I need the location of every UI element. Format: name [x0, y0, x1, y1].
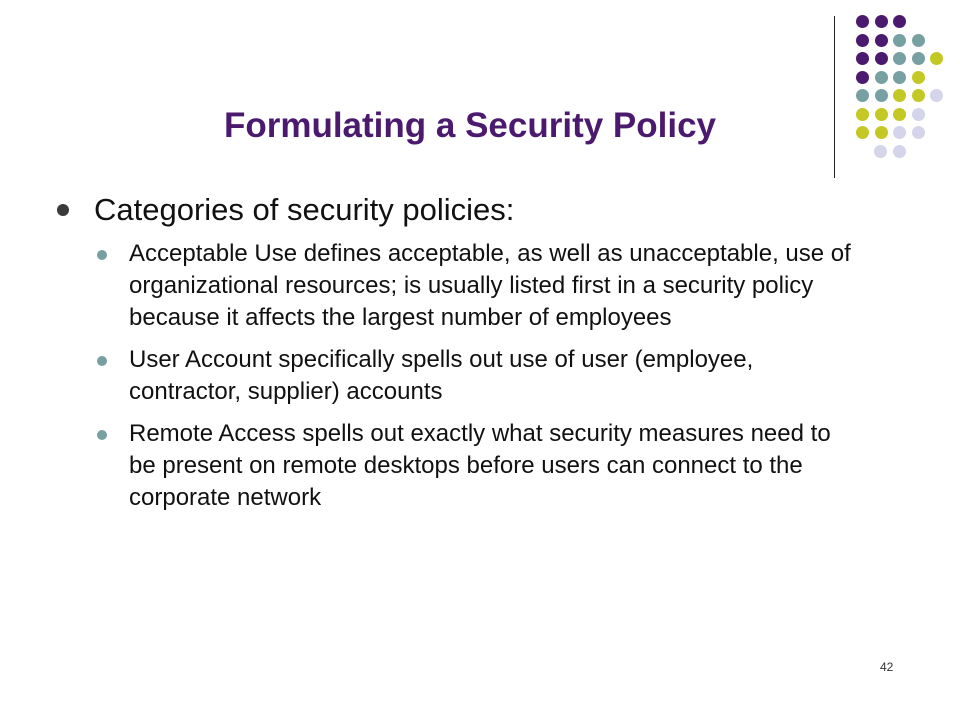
decorative-dot [856, 89, 869, 102]
sub-bullet-remote-access [94, 418, 859, 514]
decorative-dot [912, 34, 925, 47]
decorative-dot [856, 34, 869, 47]
decorative-dot [930, 52, 943, 65]
decorative-dot [893, 126, 906, 139]
sub-bullet-user-account [94, 344, 859, 408]
sub-bullet-text: User Account specifically spells out use of user (employee, contractor, supplier) accounts [129, 346, 754, 405]
decorative-dot [875, 126, 888, 139]
decorative-dot [912, 52, 925, 65]
decorative-dot [930, 89, 943, 102]
decorative-dot-grid [0, 0, 960, 180]
bullet-categories [54, 188, 854, 232]
decorative-dot [856, 15, 869, 28]
sub-bullet-dot-icon [97, 356, 107, 366]
page-number: 42 [880, 660, 894, 674]
decorative-dot [912, 71, 925, 84]
decorative-dot [856, 126, 869, 139]
decorative-dot [893, 15, 906, 28]
decorative-dot [875, 108, 888, 121]
decorative-dot [856, 108, 869, 121]
decorative-dot [893, 34, 906, 47]
sub-bullet-text: Remote Access spells out exactly what security measures need to be present on remote desktops before users can connect to the corporate network [129, 420, 831, 511]
sub-bullet-dot-icon [97, 250, 107, 260]
decorative-dot [875, 52, 888, 65]
sub-bullet-dot-icon [97, 430, 107, 440]
decorative-dot [912, 126, 925, 139]
sub-bullet-acceptable-use [94, 238, 859, 334]
decorative-dot [856, 52, 869, 65]
vertical-divider [834, 16, 835, 178]
decorative-dot [856, 71, 869, 84]
decorative-dot [893, 89, 906, 102]
decorative-dot [893, 71, 906, 84]
sub-bullet-text: Acceptable Use defines acceptable, as well as unacceptable, use of organizational resources; is usually listed first in a security policy because it affects the largest number of employees [129, 240, 851, 331]
decorative-dot [874, 145, 887, 158]
bullet-text: Categories of security policies: [94, 192, 515, 227]
decorative-dot [893, 52, 906, 65]
decorative-dot [875, 89, 888, 102]
decorative-dot [912, 89, 925, 102]
decorative-dot [875, 71, 888, 84]
decorative-dot [893, 145, 906, 158]
bullet-dot-icon [57, 204, 69, 216]
decorative-dot [893, 108, 906, 121]
decorative-dot [912, 108, 925, 121]
decorative-dot [875, 34, 888, 47]
decorative-dot [875, 15, 888, 28]
slide-title: Formulating a Security Policy [223, 106, 717, 145]
slide-content [54, 188, 854, 514]
